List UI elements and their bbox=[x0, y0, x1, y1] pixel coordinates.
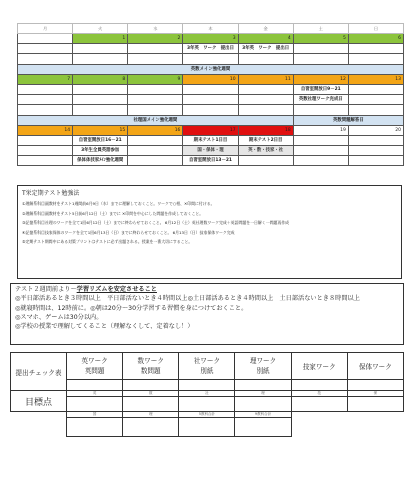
score-cell[interactable] bbox=[235, 397, 291, 412]
day-cell: 14 bbox=[18, 125, 73, 135]
week3-banner-2: 英数問題解答日 bbox=[293, 115, 403, 125]
score-cell[interactable] bbox=[179, 397, 235, 412]
study-method-line: ③記憶系科目社理のワークを全て1回6月12日（土）までに終わらせておくこと。 6月12日（土）英社理数ワーク完成＋英語問題を一日解く一問題再作成 bbox=[22, 220, 290, 225]
target-subject-label: 保 bbox=[347, 391, 403, 397]
weekday-sat: 土 bbox=[293, 24, 348, 34]
weekday-wed: 水 bbox=[128, 24, 183, 34]
day-cell: 1 bbox=[73, 34, 128, 44]
week2-events-2 bbox=[18, 95, 404, 105]
week2-events bbox=[18, 84, 404, 94]
day-cell: 17 bbox=[183, 125, 238, 135]
target-total-input-row bbox=[11, 418, 404, 437]
week1-events-2 bbox=[18, 54, 404, 64]
week3-events-2 bbox=[18, 146, 404, 156]
weekday-header bbox=[18, 24, 404, 34]
day-cell: 18 bbox=[238, 125, 293, 135]
checklist-col-social: 社ワーク 別紙 bbox=[179, 353, 235, 380]
event-cell: 英・数・技家・社 bbox=[238, 146, 293, 156]
checklist-row-label: 提出チェック表 bbox=[11, 353, 67, 391]
week3-events-3 bbox=[18, 156, 404, 166]
event-cell: 3年英 ワーク 提出日 bbox=[238, 44, 293, 54]
score-cell[interactable] bbox=[67, 397, 123, 412]
week3-dates bbox=[18, 125, 404, 135]
checklist-col-math: 数ワーク 数問題 bbox=[123, 353, 179, 380]
day-cell: 20 bbox=[348, 125, 403, 135]
day-cell: 8 bbox=[73, 74, 128, 84]
event-cell: 3年生全員英語参加 bbox=[73, 146, 128, 156]
day-cell: 6 bbox=[348, 34, 403, 44]
target-total-label: 5教科合計 bbox=[179, 412, 235, 418]
weekday-tue: 火 bbox=[73, 24, 128, 34]
checklist-col-pe-health: 保体ワーク bbox=[347, 353, 403, 380]
event-cell: 期末テスト1日目 bbox=[183, 135, 238, 145]
check-cell[interactable] bbox=[235, 380, 291, 391]
study-method-line: ①理解系科目副教材をテスト1週間前6月9日（水）までに理解しておくこと。ワークで○相、✕印間に付ける。 bbox=[22, 201, 215, 206]
week3-events bbox=[18, 135, 404, 145]
week2-events-3 bbox=[18, 105, 404, 115]
study-rhythm-line: ◎就寝時間は、12時前に。◎朝は20分～30分学習する習慣を身につけておくこと。 bbox=[15, 304, 248, 312]
study-rhythm-line: ◎学校の授業で理解してくること（理解なくして、定着なし！） bbox=[15, 323, 194, 331]
week3-banner-row bbox=[18, 115, 404, 125]
event-cell: 国・保体・理 bbox=[183, 146, 238, 156]
event-cell bbox=[128, 44, 183, 54]
day-cell: 9 bbox=[128, 74, 183, 84]
event-cell: 自習室開放日13－21 bbox=[183, 156, 238, 166]
event-cell: 保体体技家ﾒｲﾝ強化週間 bbox=[73, 156, 128, 166]
event-cell bbox=[18, 44, 73, 54]
day-cell: 16 bbox=[128, 125, 183, 135]
event-cell: 自習室開放日16－21 bbox=[73, 135, 128, 145]
day-cell: 2 bbox=[128, 34, 183, 44]
day-cell: 4 bbox=[238, 34, 293, 44]
event-cell: 自習室開放日9－21 bbox=[293, 84, 348, 94]
exam-calendar bbox=[17, 23, 404, 166]
study-rhythm-heading bbox=[15, 285, 399, 294]
day-cell: 12 bbox=[293, 74, 348, 84]
day-cell: 15 bbox=[73, 125, 128, 135]
event-cell: 3年英 ワーク 提出日 bbox=[183, 44, 238, 54]
week2-banner-row bbox=[18, 64, 404, 74]
week1-dates bbox=[18, 34, 404, 44]
study-rhythm-heading-pre: テスト２週間前より～ bbox=[15, 286, 77, 293]
score-cell[interactable] bbox=[123, 397, 179, 412]
day-cell: 3 bbox=[183, 34, 238, 44]
check-cell[interactable] bbox=[347, 380, 403, 391]
score-cell[interactable] bbox=[291, 397, 347, 412]
week2-banner: 英数メイン強化週間 bbox=[18, 64, 404, 74]
score-cell[interactable] bbox=[67, 418, 123, 437]
checklist-col-english: 英ワーク 英問題 bbox=[67, 353, 123, 380]
score-cell[interactable] bbox=[179, 418, 235, 437]
study-method-line: ②理解系科目副教材をテスト5日前6月12日（土）までに ✕印問を中心にした問題を作成しておくこと。 bbox=[22, 210, 204, 216]
weekday-thu: 木 bbox=[183, 24, 238, 34]
checklist-col-tech-home: 技家ワーク bbox=[291, 353, 347, 380]
target-total-label: 9教科合計 bbox=[235, 412, 291, 418]
target-total-label: 国 bbox=[67, 412, 123, 418]
day-cell: 10 bbox=[183, 74, 238, 84]
check-cell[interactable] bbox=[67, 380, 123, 391]
check-cell[interactable] bbox=[179, 380, 235, 391]
event-cell bbox=[73, 44, 128, 54]
event-cell bbox=[348, 44, 403, 54]
target-total-label: 理 bbox=[123, 412, 179, 418]
weekday-fri: 金 bbox=[238, 24, 293, 34]
target-subject-label: 社 bbox=[179, 391, 235, 397]
day-cell: 19 bbox=[293, 125, 348, 135]
study-rhythm-line: ◎スマホ、ゲームは30分以内。 bbox=[15, 313, 103, 321]
study-method-line: ④記憶系科目技家保体のワークを全て1回6月13日（日）までに終わらせておくこと。 6月13日（日）技家保体ワーク完成 bbox=[22, 229, 235, 235]
event-cell: 期末テスト2日目 bbox=[238, 135, 293, 145]
event-cell: 英数社理ワーク完成日 bbox=[293, 95, 348, 105]
study-method-line: ⑤定期テスト期間中にある対策プリントはテストに必ず出題される。授業を一番大切にすること。 bbox=[22, 239, 193, 244]
score-cell[interactable] bbox=[235, 418, 291, 437]
score-cell[interactable] bbox=[123, 418, 179, 437]
study-rhythm-heading-emphasis: 学習リズムを安定させること bbox=[76, 286, 157, 293]
day-cell: 5 bbox=[293, 34, 348, 44]
target-subject-label: 数 bbox=[123, 391, 179, 397]
event-cell bbox=[293, 44, 348, 54]
target-subject-label: 技 bbox=[291, 391, 347, 397]
week2-dates bbox=[18, 74, 404, 84]
target-subject-label: 英 bbox=[67, 391, 123, 397]
target-score-label: 目標点 bbox=[11, 391, 67, 412]
target-score-input-row bbox=[11, 397, 404, 412]
weekday-mon: 月 bbox=[18, 24, 73, 34]
check-cell[interactable] bbox=[123, 380, 179, 391]
week3-banner: 社理国メイン強化週間 bbox=[18, 115, 294, 125]
study-method-box bbox=[17, 185, 402, 279]
checklist-header-row bbox=[11, 353, 404, 380]
day-cell bbox=[18, 34, 73, 44]
checklist-col-science: 理ワーク 別紙 bbox=[235, 353, 291, 380]
study-rhythm-line: ◎平日部活あるとき３時間以上 平日部活ないとき４時間以上◎土日部活あるとき４時間以上 土日部活ないとき８時間以上 bbox=[15, 295, 360, 303]
study-method-title: T栄定期テスト勉強法 bbox=[22, 190, 80, 197]
weekday-sun: 日 bbox=[348, 24, 403, 34]
checklist-check-row bbox=[11, 380, 404, 391]
target-subject-label: 理 bbox=[235, 391, 291, 397]
check-cell[interactable] bbox=[291, 380, 347, 391]
day-cell: 7 bbox=[18, 74, 73, 84]
day-cell: 13 bbox=[348, 74, 403, 84]
week1-events bbox=[18, 44, 404, 54]
study-rhythm-box bbox=[10, 283, 404, 345]
day-cell: 11 bbox=[238, 74, 293, 84]
submission-checklist bbox=[10, 352, 404, 437]
score-cell[interactable] bbox=[347, 397, 403, 412]
